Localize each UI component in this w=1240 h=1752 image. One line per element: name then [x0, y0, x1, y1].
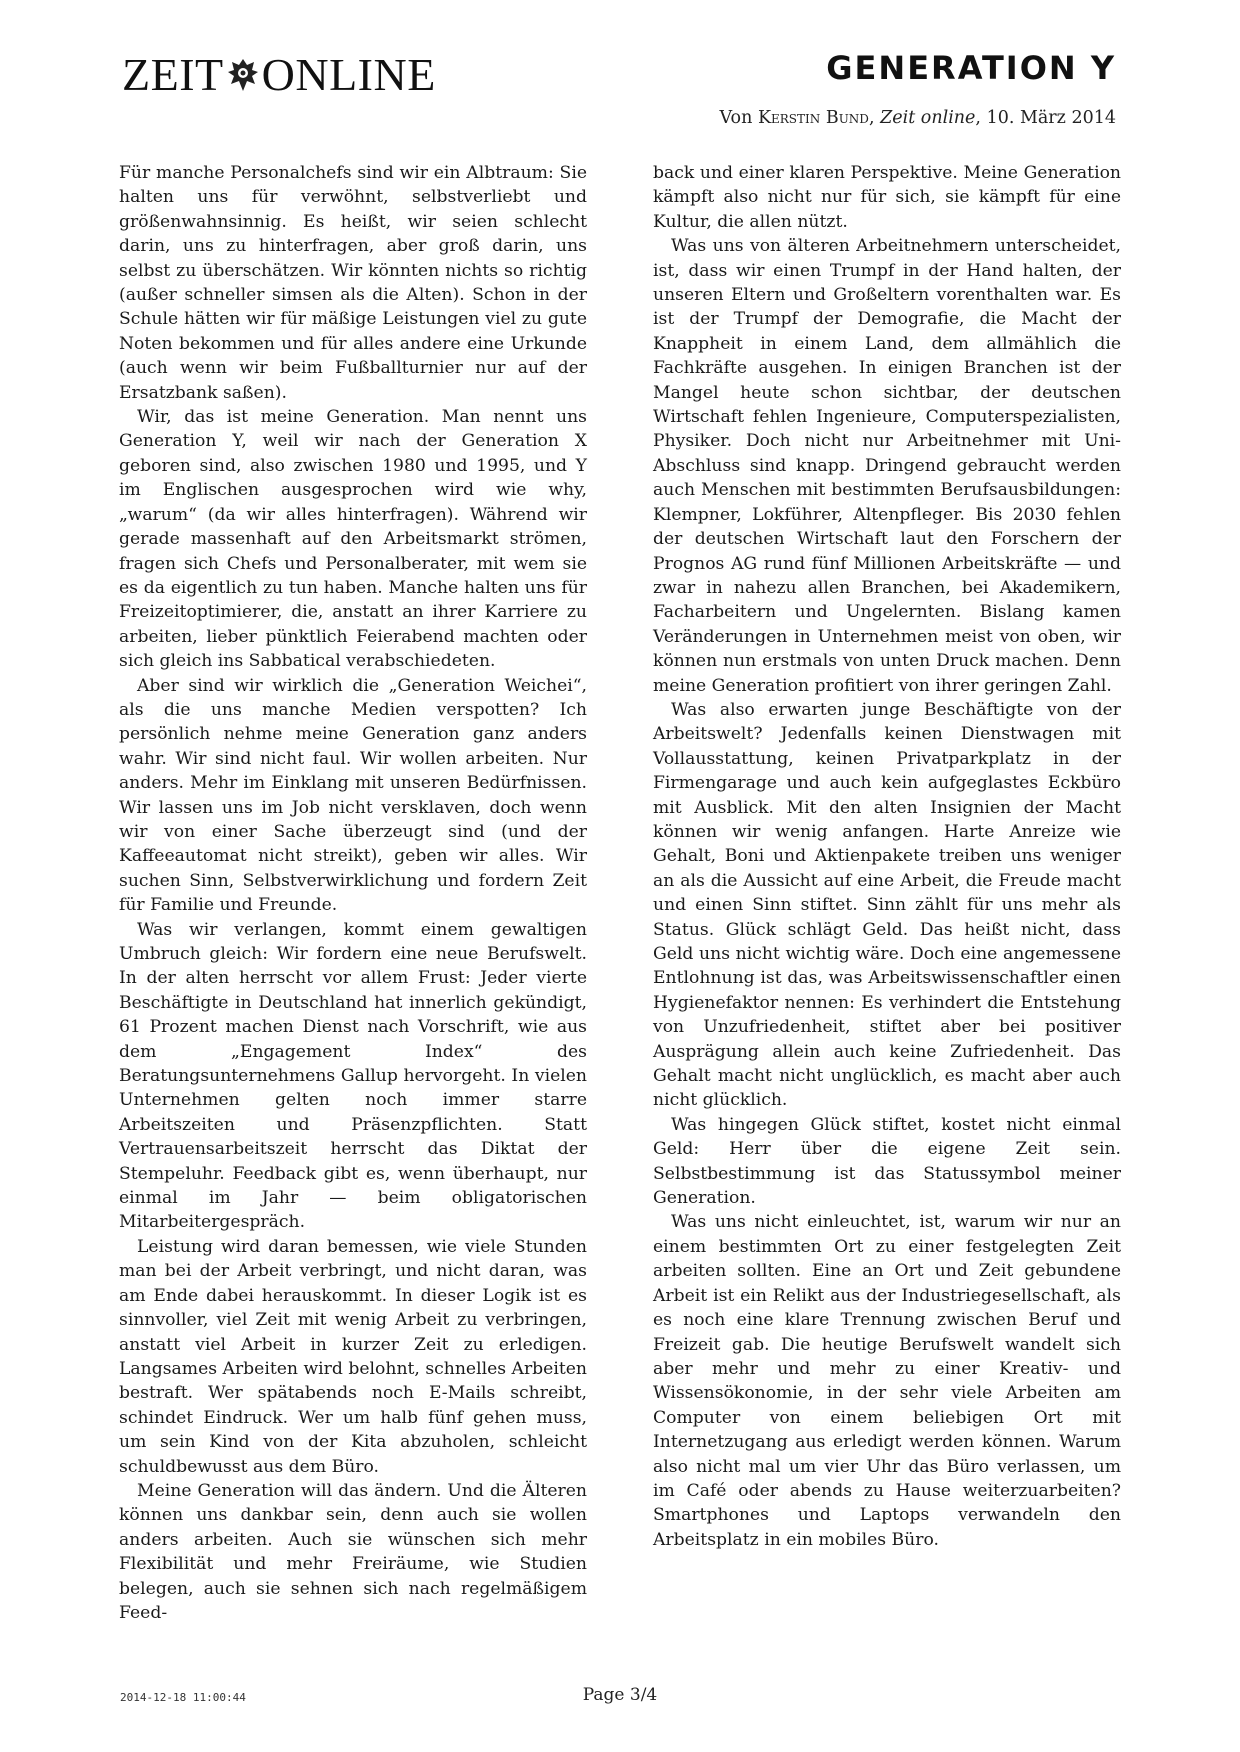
paragraph: Meine Generation will das ändern. Und die Älteren können uns dankbar sein, denn auch sie wollen anders arbeiten. Auch sie wünschen sich mehr Flexibilität und mehr Freiräume, wie Studien belegen, auch sie sehnen sich nach regelmäßigem Feed- — [119, 1480, 587, 1623]
paragraph: Was wir verlangen, kommt einem gewaltigen Umbruch gleich: Wir fordern eine neue Berufswelt. In der alten herrscht vor allem Frust: Jeder vierte Beschäftigte in Deutschland hat innerlich gekündigt, 61 Prozent machen Dienst nach Vorschrift, wie aus dem „Engagement Index“ des Beratungsunternehmens Gallup hervorgeht. In vielen Unternehmen gelten noch immer starre Arbeitszeiten und Präsenzpflichten. Statt Vertrauensarbeitszeit herrscht das Diktat der Stempeluhr. Feedback gibt es, wenn überhaupt, nur einmal im Jahr — beim obligatorischen Mitarbeitergespräch. — [119, 919, 587, 1233]
publication-name: Zeit online — [880, 108, 976, 128]
paragraph: Aber sind wir wirklich die „Generation Weichei“, als die uns manche Medien verspotten? Ich persönlich nehme meine Generation ganz anders wahr. Wir sind nicht faul. Wir wollen arbeiten. Nur anders. Mehr im Einklang mit unseren Bedürfnissen. Wir lassen uns im Job nicht versklaven, doch wenn wir von einer Sache überzeugt sind (und der Kaffeeautomat nicht streikt), geben wir alles. Wir suchen Sinn, Selbstverwirklichung und fordern Zeit für Familie und Freunde. — [119, 675, 587, 916]
eagle-crest-icon — [226, 56, 260, 94]
print-timestamp: 2014-12-18 11:00:44 — [120, 1691, 246, 1704]
paragraph: Leistung wird daran bemessen, wie viele Stunden man bei der Arbeit verbringt, und nicht daran, was am Ende dabei herauskommt. In dieser Logik ist es sinnvoller, viel Zeit mit wenig Arbeit zu verbringen, anstatt viel Arbeit in kurzer Zeit zu erledigen. Langsames Arbeiten wird belohnt, schnelles Arbeiten bestraft. Wer spätabends noch E-Mails schreibt, schindet Eindruck. Wer um halb fünf gehen muss, um sein Kind von der Kita abzuholen, schleicht schuldbewusst aus dem Büro. — [119, 1236, 587, 1477]
logo-text-online: ONLINE — [261, 49, 436, 100]
article-column-left — [119, 161, 587, 1625]
author-name: Kerstin Bund — [757, 108, 869, 128]
paragraph: back und einer klaren Perspektive. Meine Generation kämpft also nicht nur für sich, sie kämpft für eine Kultur, die allen nützt. — [653, 163, 1121, 232]
logo-text-zeit: ZEIT — [122, 49, 224, 100]
byline: Von Kerstin Bund, Zeit online, 10. März 2014 — [719, 108, 1116, 128]
zeit-online-logo — [122, 49, 436, 100]
byline-prefix: Von — [719, 108, 753, 128]
paragraph: Für manche Personalchefs sind wir ein Albtraum: Sie halten uns für verwöhnt, selbstverliebt und größenwahnsinnig. Es heißt, wir seien schlecht darin, uns zu hinterfragen, aber groß darin, uns selbst zu überschätzen. Wir könnten nichts so richtig (außer schneller simsen als die Alten). Schon in der Schule hätten wir für mäßige Leistungen viel zu gute Noten bekommen und für alles andere eine Urkunde (auch wenn wir beim Fußballturnier nur auf der Ersatzbank saßen). — [119, 163, 587, 403]
page-number: Page 3/4 — [582, 1685, 658, 1705]
paragraph: Was uns von älteren Arbeitnehmern unterscheidet, ist, dass wir einen Trumpf in der Hand halten, der unseren Eltern und Großeltern vorenthalten war. Es ist der Trumpf der Demografie, die Macht der Knappheit in einem Land, dem allmählich die Fachkräfte ausgehen. In einigen Branchen ist der Mangel heute schon sichtbar, der deutschen Wirtschaft fehlen Ingenieure, Computerspezialisten, Physiker. Doch nicht nur Arbeitnehmer mit Uni-Abschluss sind knapp. Dringend gebraucht werden auch Menschen mit bestimmten Berufsausbildungen: Klempner, Lokführer, Altenpfleger. Bis 2030 fehlen der deutschen Wirtschaft laut den Forschern der Prognos AG rund fünf Millionen Arbeitskräfte — und zwar in nahezu allen Branchen, bei Akademikern, Facharbeitern und Ungelernten. Bislang kamen Veränderungen in Unternehmen meist von oben, wir können nun erstmals von unten Druck machen. Denn meine Generation profitiert von ihrer geringen Zahl. — [653, 236, 1121, 696]
paragraph: Was uns nicht einleuchtet, ist, warum wir nur an einem bestimmten Ort zu einer festgelegten Zeit arbeiten sollten. Eine an Ort und Zeit gebundene Arbeit ist ein Relikt aus der Industriegesellschaft, als es noch eine klare Trennung zwischen Beruf und Freizeit gab. Die heutige Berufswelt wandelt sich aber mehr und mehr zu einer Kreativ- und Wissensökonomie, in der sehr viele Arbeiten am Computer von einem beliebigen Ort mit Internetzugang aus erledigt werden können. Warum also nicht mal um vier Uhr das Büro verlassen, um im Café oder abends zu Hause weiterzuarbeiten? Smartphones und Laptops verwandeln den Arbeitsplatz in ein mobiles Büro. — [653, 1212, 1121, 1550]
article-column-right — [653, 161, 1121, 1552]
publication-date: 10. März 2014 — [986, 108, 1116, 128]
paragraph: Wir, das ist meine Generation. Man nennt uns Generation Y, weil wir nach der Generation X geboren sind, also zwischen 1980 und 1995, und Y im Englischen ausgesprochen wird wie why, „warum“ (da wir alles hinterfragen). Während wir gerade massenhaft auf den Arbeitsmarkt strömen, fragen sich Chefs und Personalberater, mit wem sie es da eigentlich zu tun haben. Manche halten uns für Freizeitoptimierer, die, anstatt an ihrer Karriere zu arbeiten, lieber pünktlich Feierabend machten oder sich gleich ins Sabbatical verabschiedeten. — [119, 407, 587, 672]
paragraph: Was hingegen Glück stiftet, kostet nicht einmal Geld: Herr über die eigene Zeit sein. Selbstbestimmung ist das Statussymbol meiner Generation. — [653, 1114, 1121, 1209]
section-title: GENERATION Y — [826, 49, 1116, 87]
paragraph: Was also erwarten junge Beschäftigte von der Arbeitswelt? Jedenfalls keinen Dienstwagen mit Vollausstattung, keinen Privatparkplatz in der Firmengarage und auch kein aufgeglastes Eckbüro mit Ausblick. Mit den alten Insignien der Macht können wir wenig anfangen. Harte Anreize wie Gehalt, Boni und Aktienpakete treiben uns weniger an als die Aussicht auf eine Arbeit, die Freude macht und einen Sinn stiftet. Sinn zählt für uns mehr als Status. Glück schlägt Geld. Das heißt nicht, dass Geld uns nicht wichtig wäre. Doch eine angemessene Entlohnung ist das, was Arbeitswissenschaftler einen Hygienefaktor nennen: Es verhindert die Entstehung von Unzufriedenheit, stiftet aber bei positiver Ausprägung allein auch keine Zufriedenheit. Das Gehalt macht nicht unglücklich, es macht aber auch nicht glücklich. — [653, 699, 1121, 1111]
